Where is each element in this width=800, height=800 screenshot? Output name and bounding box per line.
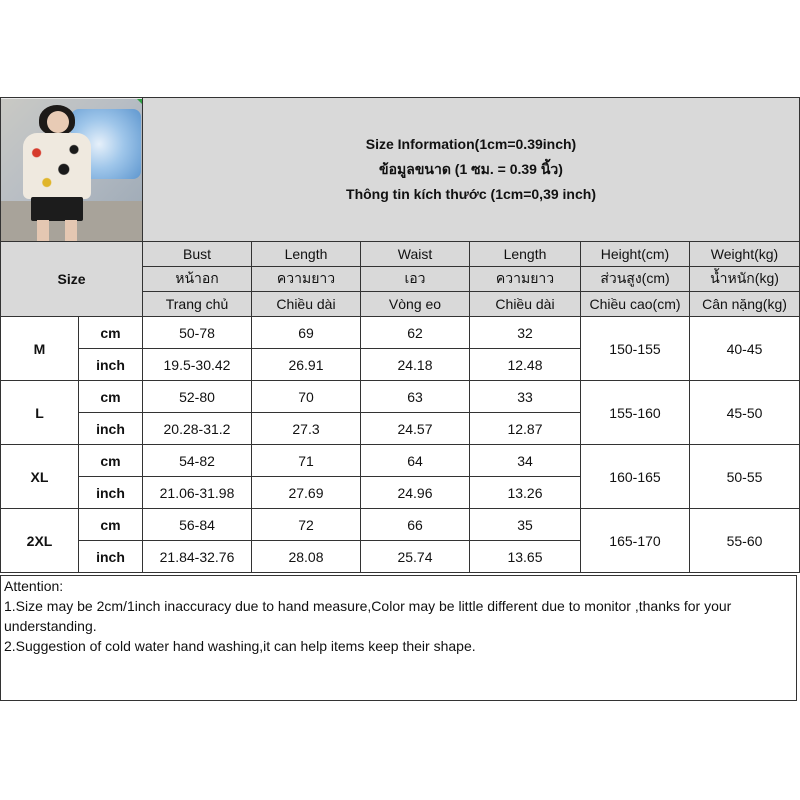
bust-cm: 52-80 [143,381,252,413]
unit-inch: inch [79,413,143,445]
size-name: L [1,381,79,445]
length-inch: 27.3 [252,413,361,445]
bust-inch: 21.06-31.98 [143,477,252,509]
size-table [0,97,800,573]
bust-cm: 54-82 [143,445,252,477]
size-information-header [143,98,800,242]
col-header-en: Waist [361,242,470,267]
product-photo [1,98,143,242]
waist-inch: 24.96 [361,477,470,509]
size-name: 2XL [1,509,79,573]
length-inch: 26.91 [252,349,361,381]
col-header-vi: Chiều dài [252,292,361,317]
bust-inch: 20.28-31.2 [143,413,252,445]
col-header-vi: Cân nặng(kg) [690,292,800,317]
length2-inch: 12.87 [470,413,581,445]
height-range: 150-155 [581,317,690,381]
length-inch: 28.08 [252,541,361,573]
unit-inch: inch [79,349,143,381]
info-vi: Thông tin kích thước (1cm=0,39 inch) [346,186,596,202]
length2-cm: 34 [470,445,581,477]
height-range: 155-160 [581,381,690,445]
col-header-th: ความยาว [252,267,361,292]
length-inch: 27.69 [252,477,361,509]
size-name: XL [1,445,79,509]
col-header-vi: Trang chủ [143,292,252,317]
col-header-en: Weight(kg) [690,242,800,267]
bust-inch: 21.84-32.76 [143,541,252,573]
length2-cm: 33 [470,381,581,413]
waist-cm: 64 [361,445,470,477]
length-cm: 72 [252,509,361,541]
size-name: M [1,317,79,381]
col-header-en: Length [470,242,581,267]
length2-inch: 13.26 [470,477,581,509]
height-range: 165-170 [581,509,690,573]
col-header-vi: Vòng eo [361,292,470,317]
col-header-th: เอว [361,267,470,292]
waist-inch: 25.74 [361,541,470,573]
weight-range: 50-55 [690,445,800,509]
size-label: Size [1,242,143,317]
unit-cm: cm [79,381,143,413]
col-header-th: น้ำหนัก(kg) [690,267,800,292]
info-th: ข้อมูลขนาด (1 ซม. = 0.39 นิ้ว) [379,161,563,177]
length2-cm: 35 [470,509,581,541]
waist-cm: 66 [361,509,470,541]
attention-line-2: 2.Suggestion of cold water hand washing,it can help items keep their shape. [4,638,476,654]
height-range: 160-165 [581,445,690,509]
unit-inch: inch [79,541,143,573]
size-chart [0,97,799,705]
col-header-vi: Chiều dài [470,292,581,317]
unit-inch: inch [79,477,143,509]
col-header-vi: Chiều cao(cm) [581,292,690,317]
waist-inch: 24.57 [361,413,470,445]
col-header-th: ส่วนสูง(cm) [581,267,690,292]
weight-range: 45-50 [690,381,800,445]
length-cm: 71 [252,445,361,477]
weight-range: 55-60 [690,509,800,573]
waist-cm: 63 [361,381,470,413]
length2-inch: 13.65 [470,541,581,573]
bust-cm: 50-78 [143,317,252,349]
col-header-th: ความยาว [470,267,581,292]
attention-line-1: 1.Size may be 2cm/1inch inaccuracy due to hand measure,Color may be little different due to monitor ,thanks for your understanding. [4,598,732,634]
length-cm: 70 [252,381,361,413]
length-cm: 69 [252,317,361,349]
waist-inch: 24.18 [361,349,470,381]
unit-cm: cm [79,509,143,541]
bust-cm: 56-84 [143,509,252,541]
unit-cm: cm [79,445,143,477]
col-header-en: Height(cm) [581,242,690,267]
weight-range: 40-45 [690,317,800,381]
col-header-th: หน้าอก [143,267,252,292]
bust-inch: 19.5-30.42 [143,349,252,381]
length2-inch: 12.48 [470,349,581,381]
attention-box [0,575,797,701]
info-en: Size Information(1cm=0.39inch) [365,136,577,152]
attention-title: Attention: [4,578,64,594]
length2-cm: 32 [470,317,581,349]
unit-cm: cm [79,317,143,349]
col-header-en: Length [252,242,361,267]
col-header-en: Bust [143,242,252,267]
waist-cm: 62 [361,317,470,349]
